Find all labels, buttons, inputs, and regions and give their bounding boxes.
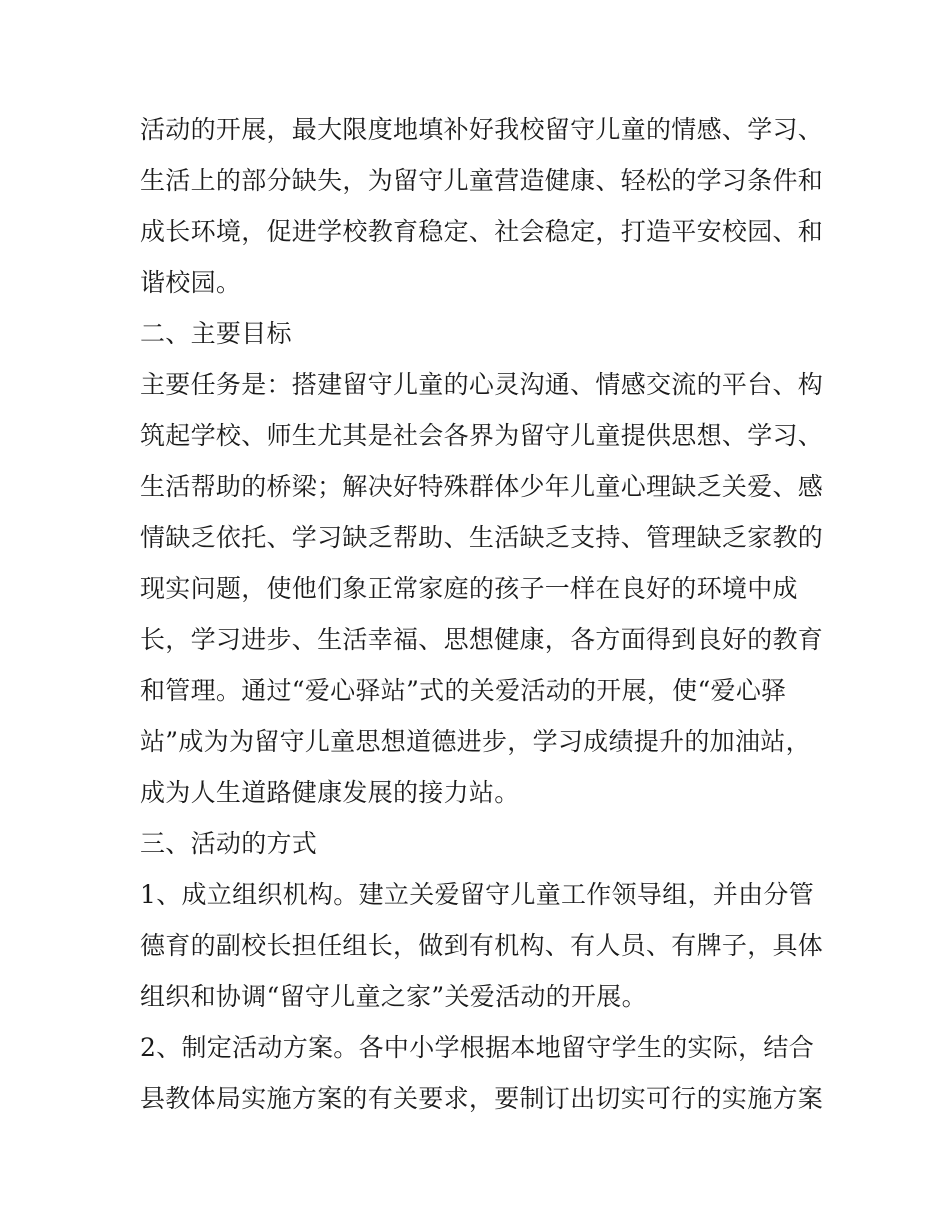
text-line: 生活帮助的桥梁；解决好特殊群体少年儿童心理缺乏关爱、感 [140, 472, 824, 501]
text-line: 主要任务是：搭建留守儿童的心灵沟通、情感交流的平台、构 [140, 370, 824, 399]
text-line: 情缺乏依托、学习缺乏帮助、生活缺乏支持、管理缺乏家教的 [140, 523, 824, 552]
text-line: 1、成立组织机构。建立关爱留守儿童工作领导组，并由分管 [140, 880, 815, 909]
text-line: 成长环境，促进学校教育稳定、社会稳定，打造平安校园、和 [140, 217, 824, 246]
text-line: 组织和协调“留守儿童之家”关爱活动的开展。 [140, 982, 647, 1011]
text-line: 和管理。通过“爱心驿站”式的关爱活动的开展，使“爱心驿 [140, 676, 787, 705]
text-line: 2、制定活动方案。各中小学根据本地留守学生的实际，结合 [140, 1033, 815, 1062]
text-line: 活动的开展，最大限度地填补好我校留守儿童的情感、学习、 [140, 115, 824, 144]
text-line: 现实问题，使他们象正常家庭的孩子一样在良好的环境中成 [140, 574, 798, 603]
text-line: 生活上的部分缺失，为留守儿童营造健康、轻松的学习条件和 [140, 166, 824, 195]
section-heading: 二、主要目标 [140, 319, 292, 348]
text-line: 长，学习进步、生活幸福、思想健康，各方面得到良好的教育 [140, 625, 824, 654]
text-line: 谐校园。 [140, 268, 242, 297]
text-line: 站”成为为留守儿童思想道德进步，学习成绩提升的加油站， [140, 727, 811, 756]
text-line: 成为人生道路健康发展的接力站。 [140, 778, 520, 807]
document-body [140, 104, 830, 1124]
text-line: 县教体局实施方案的有关要求，要制订出切实可行的实施方案 [140, 1084, 824, 1113]
text-line: 德育的副校长担任组长，做到有机构、有人员、有牌子，具体 [140, 931, 824, 960]
section-heading: 三、活动的方式 [140, 829, 318, 858]
text-line: 筑起学校、师生尤其是社会各界为留守儿童提供思想、学习、 [140, 421, 824, 450]
